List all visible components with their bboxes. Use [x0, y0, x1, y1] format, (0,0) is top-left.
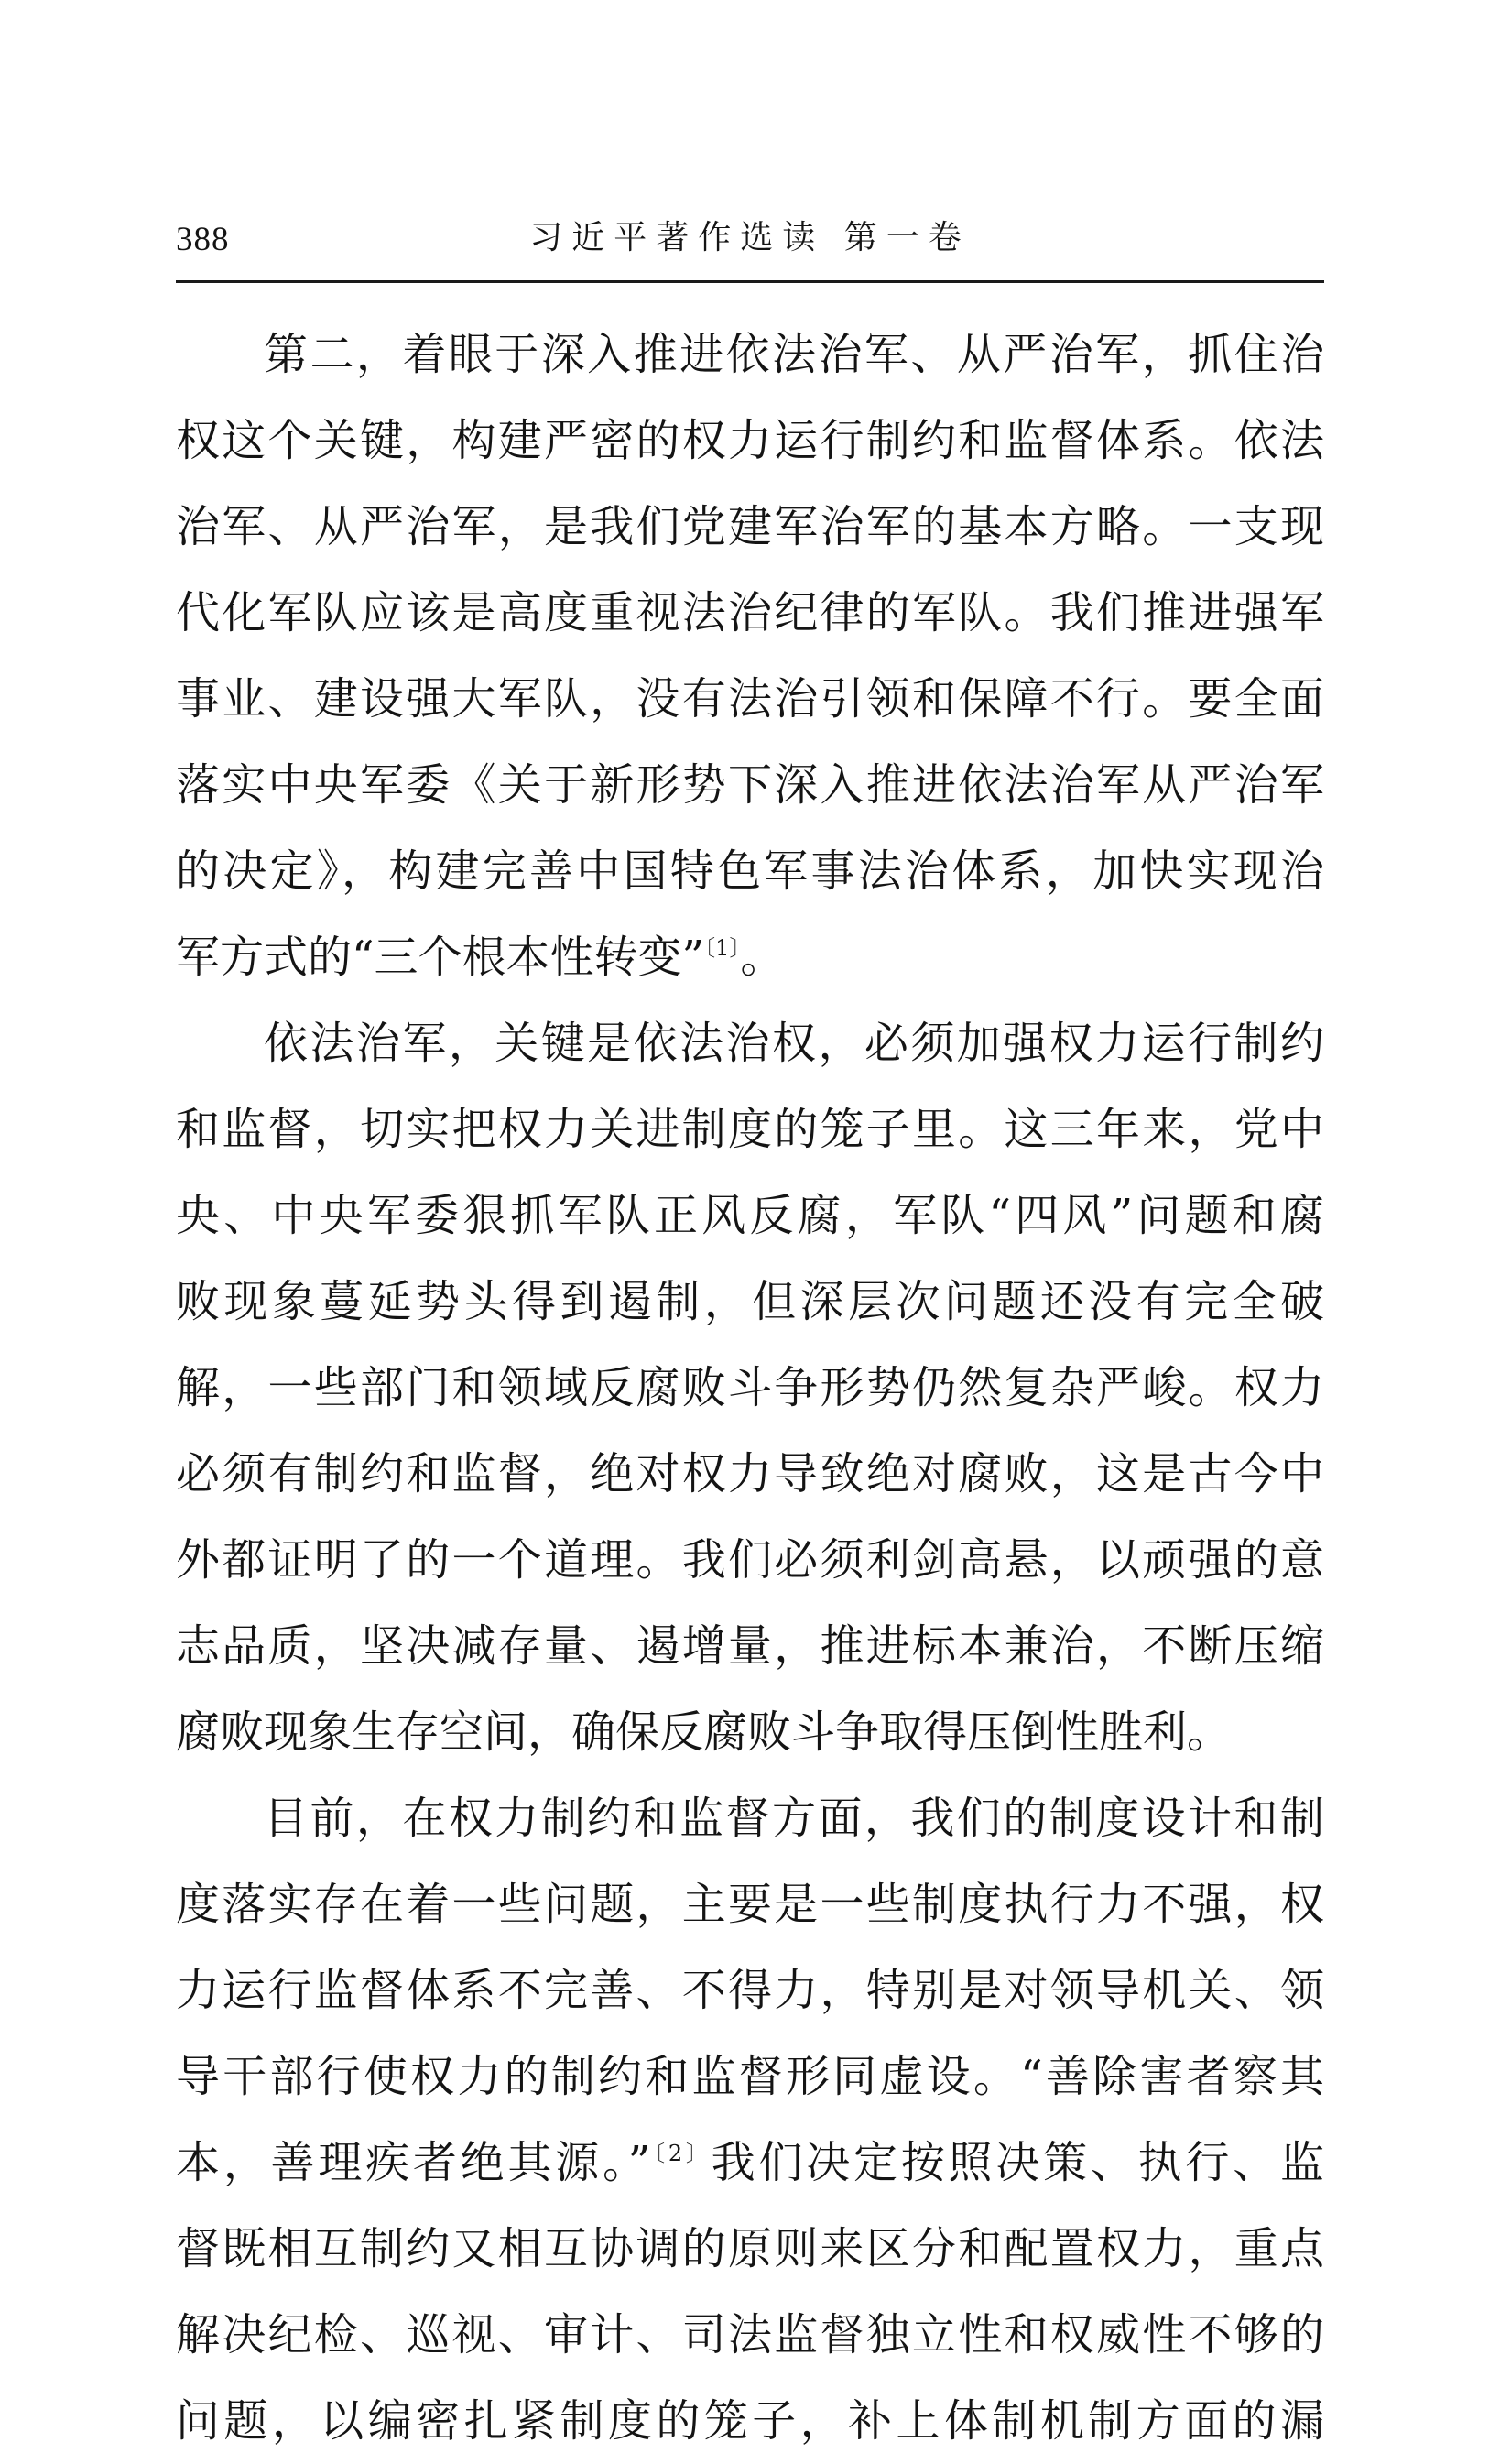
text-line: 解决纪检、巡视、审计、司法监督独立性和权威性不够的 [176, 2309, 1324, 2360]
text-line [176, 2120, 1324, 2206]
text-line: 目前，在权力制约和监督方面，我们的制度设计和制 [264, 1793, 1324, 1844]
running-header [176, 202, 1324, 283]
footnote-ref: 〔1〕 [704, 935, 741, 961]
text-span: 本，善理疾者绝其源。” [176, 2137, 651, 2188]
text-line: 必须有制约和监督，绝对权力导致绝对腐败，这是古今中 [176, 1448, 1324, 1499]
text-line: 第二，着眼于深入推进依法治军、从严治军，抓住治 [264, 329, 1324, 380]
text-line: 督既相互制约又相互协调的原则来区分和配置权力，重点 [176, 2223, 1324, 2274]
text-span: 军方式的“三个根本性转变” [176, 932, 705, 983]
text-line: 代化军队应该是高度重视法治纪律的军队。我们推进强军 [176, 587, 1324, 638]
text-span: 我们决定按照决策、执行、监 [711, 2137, 1324, 2188]
text-line: 解，一些部门和领域反腐败斗争形势仍然复杂严峻。权力 [176, 1362, 1324, 1413]
text-line: 败现象蔓延势头得到遏制，但深层次问题还没有完全破 [176, 1276, 1324, 1327]
text-line [176, 914, 1324, 1000]
text-line: 治军、从严治军，是我们党建军治军的基本方略。一支现 [176, 501, 1324, 552]
text-line: 事业、建设强大军队，没有法治引领和保障不行。要全面 [176, 673, 1324, 725]
text-line: 权这个关键，构建严密的权力运行制约和监督体系。依法 [176, 415, 1324, 466]
text-line: 志品质，坚决减存量、遏增量，推进标本兼治，不断压缩 [176, 1620, 1324, 1672]
footnote-ref: 〔2〕 [650, 2141, 712, 2166]
text-line: 的决定》，构建完善中国特色军事法治体系，加快实现治 [176, 845, 1324, 897]
text-line: 落实中央军委《关于新形势下深入推进依法治军从严治军 [176, 759, 1324, 811]
text-line: 导干部行使权力的制约和监督形同虚设。“善除害者察其 [176, 2051, 1324, 2102]
text-line: 依法治军，关键是依法治权，必须加强权力运行制约 [264, 1018, 1324, 1069]
body-text [176, 311, 1324, 2464]
text-line: 力运行监督体系不完善、不得力，特别是对领导机关、领 [176, 1965, 1324, 2016]
text-line: 外都证明了的一个道理。我们必须利剑高悬，以顽强的意 [176, 1534, 1324, 1586]
text-line: 央、中央军委狠抓军队正风反腐，军队“四风”问题和腐 [176, 1190, 1324, 1241]
page-number: 388 [176, 221, 230, 258]
text-span: 。 [740, 932, 785, 983]
text-line: 度落实存在着一些问题，主要是一些制度执行力不强，权 [176, 1879, 1324, 1930]
book-title: 习近平著作选读 第一卷 [529, 219, 971, 256]
text-line: 问题，以编密扎紧制度的笼子，补上体制机制方面的漏 [176, 2395, 1324, 2447]
text-line: 和监督，切实把权力关进制度的笼子里。这三年来，党中 [176, 1104, 1324, 1155]
text-line: 腐败现象生存空间，确保反腐败斗争取得压倒性胜利。 [176, 1706, 1232, 1758]
